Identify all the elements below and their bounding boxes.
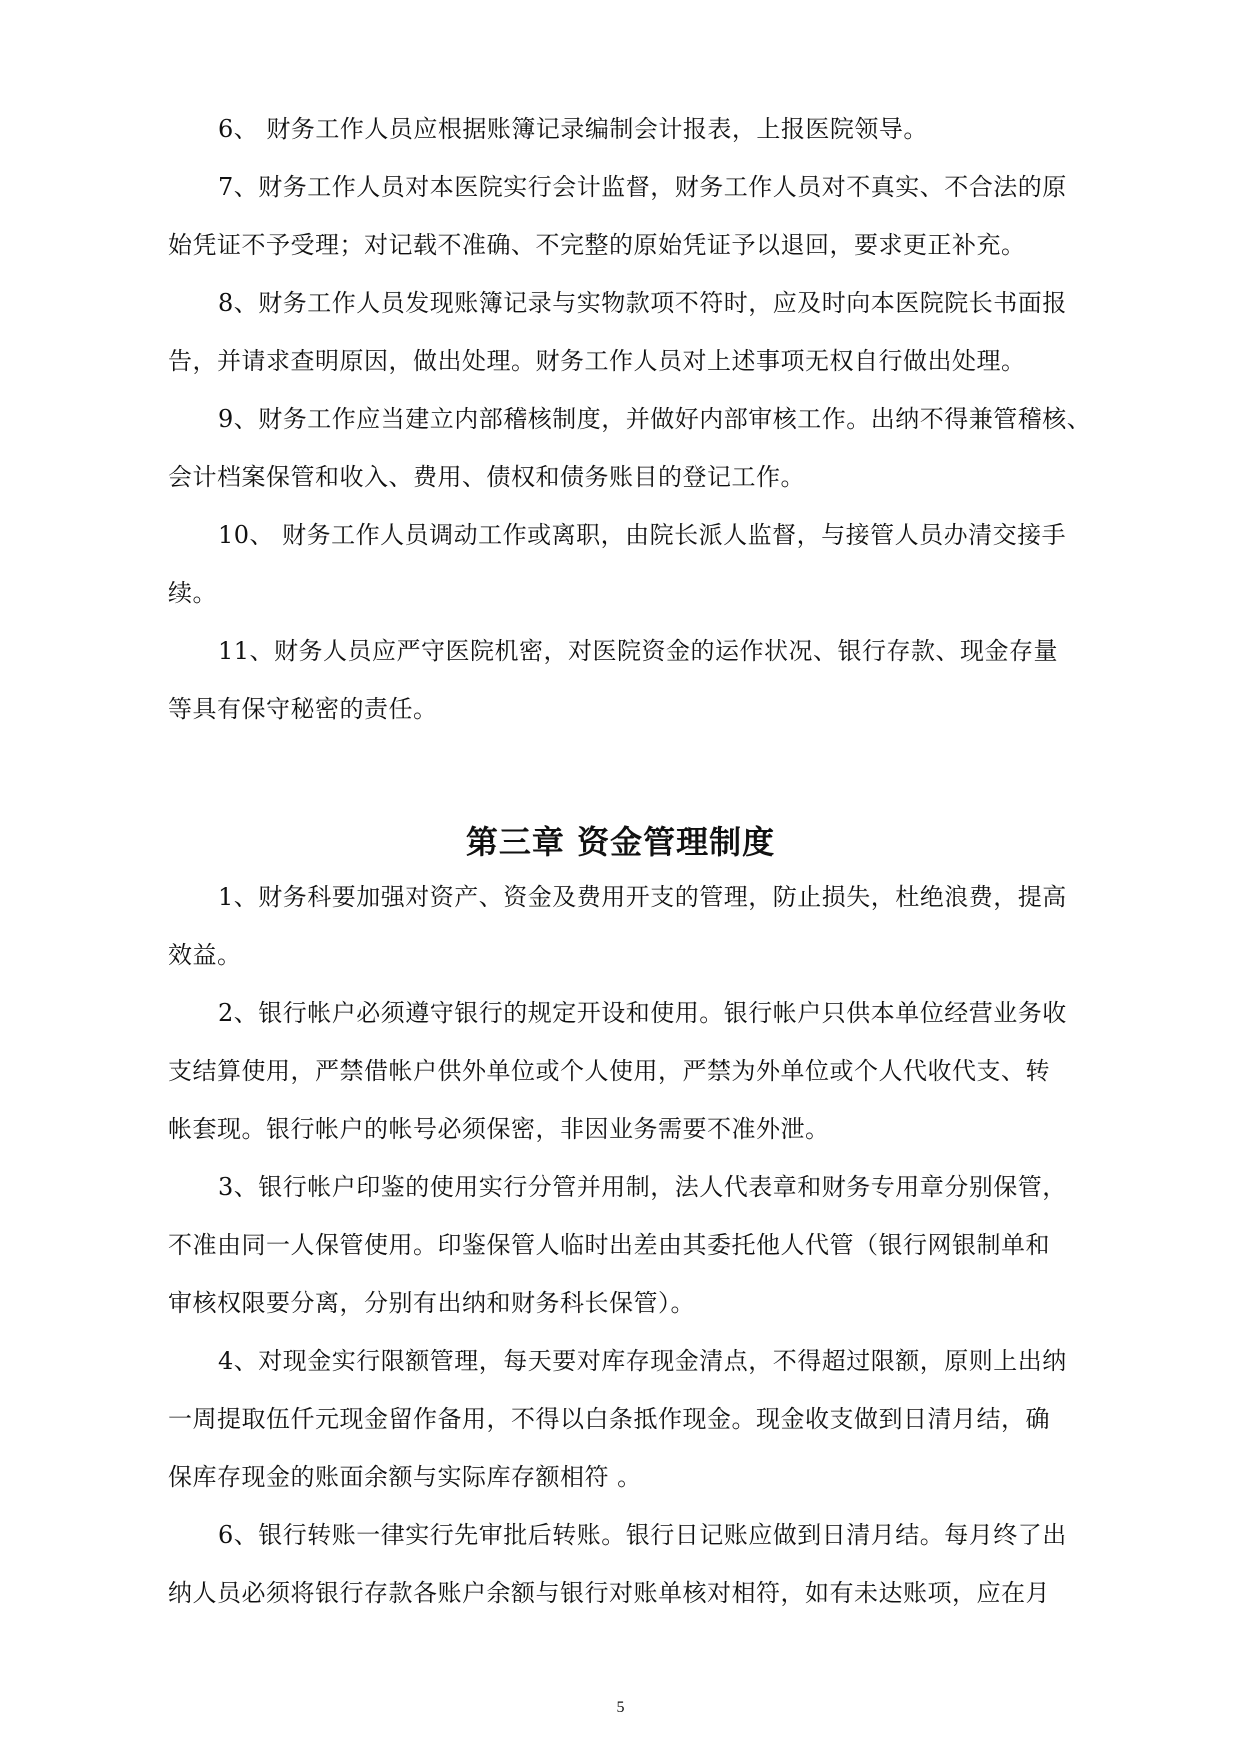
paragraph-line: 7、财务工作人员对本医院实行会计监督，财务工作人员对不真实、不合法的原 xyxy=(218,173,1067,201)
paragraph-line: 会计档案保管和收入、费用、债权和债务账目的登记工作。 xyxy=(168,463,805,491)
paragraph-line: 11、财务人员应严守医院机密，对医院资金的运作状况、银行存款、现金存量 xyxy=(218,637,1059,665)
paragraph-line: 一周提取伍仟元现金留作备用，不得以白条抵作现金。现金收支做到日清月结，确 xyxy=(168,1405,1050,1433)
paragraph-line: 不准由同一人保管使用。印鉴保管人临时出差由其委托他人代管（银行网银制单和 xyxy=(168,1231,1050,1259)
paragraph-line: 4、对现金实行限额管理，每天要对库存现金清点，不得超过限额，原则上出纳 xyxy=(218,1347,1067,1375)
paragraph-line: 1、财务科要加强对资产、资金及费用开支的管理，防止损失，杜绝浪费，提高 xyxy=(218,883,1067,911)
chapter-title: 第三章 资金管理制度 xyxy=(465,823,776,861)
paragraph-line: 始凭证不予受理；对记载不准确、不完整的原始凭证予以退回，要求更正补充。 xyxy=(168,231,1026,259)
paragraph-line: 2、银行帐户必须遵守银行的规定开设和使用。银行帐户只供本单位经营业务收 xyxy=(218,999,1067,1027)
paragraph-line: 帐套现。银行帐户的帐号必须保密，非因业务需要不准外泄。 xyxy=(168,1115,830,1143)
paragraph-line: 保库存现金的账面余额与实际库存额相符 。 xyxy=(168,1463,642,1491)
paragraph-line: 6、银行转账一律实行先审批后转账。银行日记账应做到日清月结。每月终了出 xyxy=(218,1521,1067,1549)
paragraph-line: 9、财务工作应当建立内部稽核制度，并做好内部审核工作。出纳不得兼管稽核、 xyxy=(218,405,1092,433)
paragraph-line: 效益。 xyxy=(168,941,242,969)
paragraph-line: 支结算使用，严禁借帐户供外单位或个人使用，严禁为外单位或个人代收代支、转 xyxy=(168,1057,1050,1085)
page-number: 5 xyxy=(616,1699,625,1716)
paragraph-line: 10、 财务工作人员调动工作或离职，由院长派人监督，与接管人员办清交接手 xyxy=(218,521,1067,549)
paragraph-line: 续。 xyxy=(168,579,217,607)
paragraph-line: 告，并请求查明原因，做出处理。财务工作人员对上述事项无权自行做出处理。 xyxy=(168,347,1026,375)
paragraph-line: 8、财务工作人员发现账簿记录与实物款项不符时，应及时向本医院院长书面报 xyxy=(218,289,1067,317)
paragraph-line: 审核权限要分离，分别有出纳和财务科长保管）。 xyxy=(168,1289,695,1317)
paragraph-line: 纳人员必须将银行存款各账户余额与银行对账单核对相符，如有未达账项，应在月 xyxy=(168,1579,1050,1607)
paragraph-line: 6、 财务工作人员应根据账簿记录编制会计报表，上报医院领导。 xyxy=(218,115,928,143)
paragraph-line: 等具有保守秘密的责任。 xyxy=(168,695,438,723)
paragraph-line: 3、银行帐户印鉴的使用实行分管并用制，法人代表章和财务专用章分别保管， xyxy=(218,1173,1067,1201)
